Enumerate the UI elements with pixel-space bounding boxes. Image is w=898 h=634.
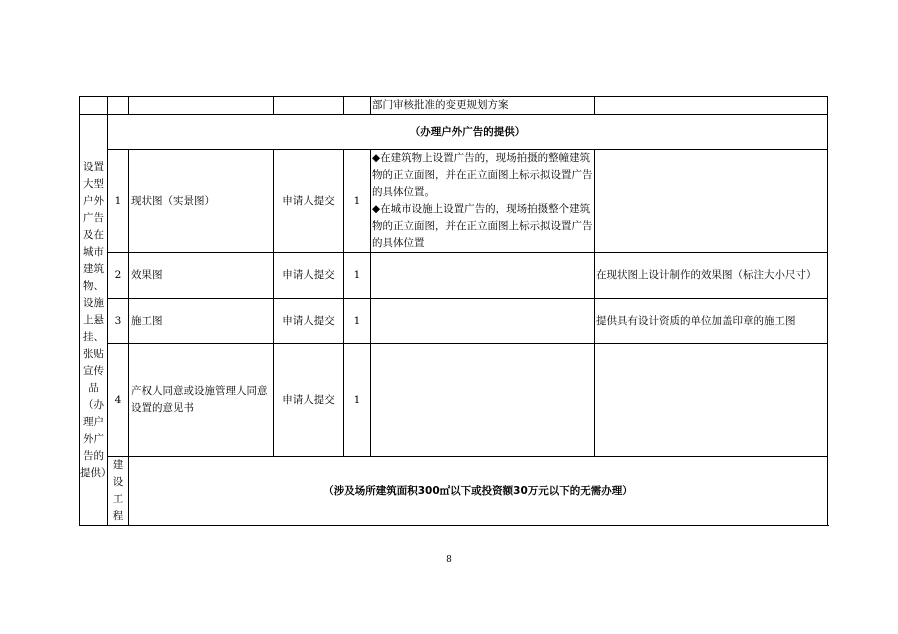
document-name: 施工图 (129, 299, 274, 344)
description-cell (371, 150, 595, 253)
section-heading: （涉及场所建筑面积300㎡以下或投资额30万元以下的无需办理） (129, 457, 828, 526)
table-row (80, 150, 828, 253)
category-cell: 设置大型户外广告及在城市建筑物、设施上悬挂、张贴宣传品（办理户外广告的提供） (80, 115, 108, 526)
document-name: 产权人同意或设施管理人同意设置的意见书 (129, 344, 274, 457)
provider-cell: 申请人提交 (274, 150, 344, 253)
copies-cell: 1 (344, 150, 371, 253)
document-name: 效果图 (129, 253, 274, 299)
page-number: 8 (446, 555, 452, 565)
table-row (80, 115, 828, 150)
note-cell: 在现状图上设计制作的效果图（标注大小尺寸） (595, 253, 828, 299)
copies-cell: 1 (344, 253, 371, 299)
document-name: 现状图（实景图） (129, 150, 274, 253)
description-line: ◆在城市设施上设置广告的，现场拍摄整个建筑物的正立面图，并在正立面图上标示拟设置广告的具体位置 (372, 203, 593, 249)
description-line: ◆在建筑物上设置广告的，现场拍摄的整幢建筑物的正立面图，并在正立面图上标示拟设置广告的具体位置。 (372, 152, 593, 198)
plan-text: 部门审核批准的变更规划方案 (371, 97, 595, 115)
row-number: 4 (108, 344, 129, 457)
row-number: 2 (108, 253, 129, 299)
provider-cell: 申请人提交 (274, 344, 344, 457)
provider-cell: 申请人提交 (274, 299, 344, 344)
note-cell (595, 344, 828, 457)
requirements-table (79, 96, 828, 526)
category-cell: 建设工程 (108, 457, 129, 526)
table-row (80, 299, 828, 344)
copies-cell: 1 (344, 299, 371, 344)
section-heading: （办理户外广告的提供） (108, 115, 828, 150)
row-number: 1 (108, 150, 129, 253)
table-row (80, 457, 828, 526)
table-row (80, 253, 828, 299)
copies-cell: 1 (344, 344, 371, 457)
note-cell (595, 150, 828, 253)
table-row (80, 344, 828, 457)
note-cell: 提供具有设计资质的单位加盖印章的施工图 (595, 299, 828, 344)
provider-cell: 申请人提交 (274, 253, 344, 299)
row-number: 3 (108, 299, 129, 344)
table-row (80, 97, 828, 115)
